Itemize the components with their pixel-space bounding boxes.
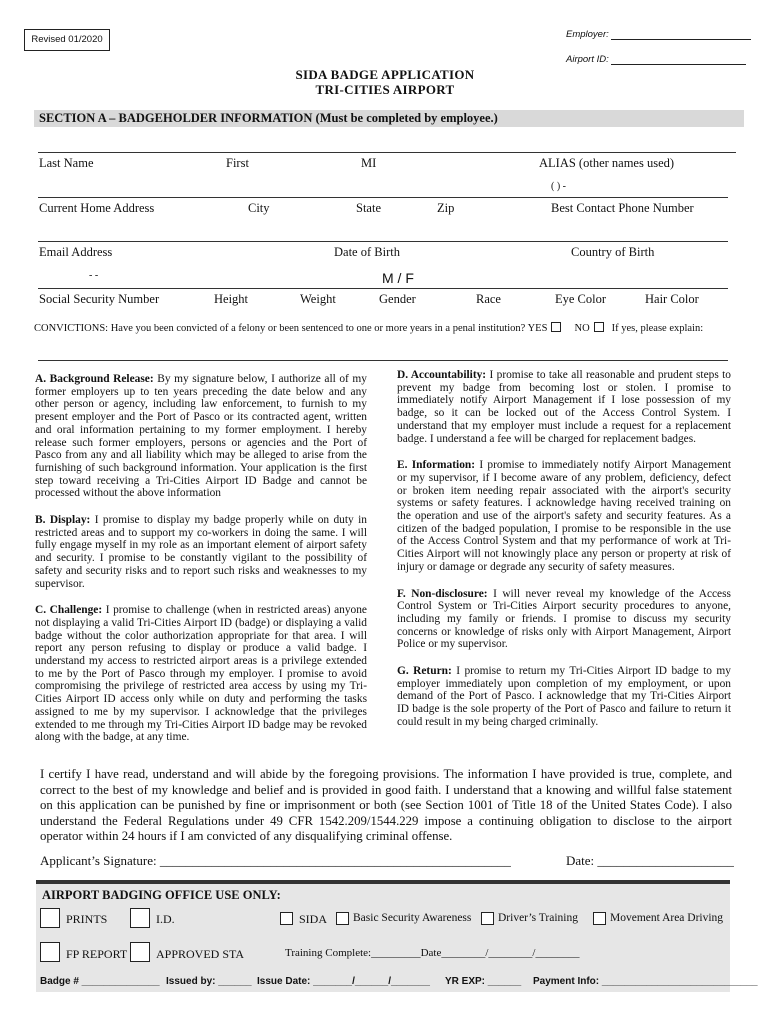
provision-f-heading: F. Non-disclosure: <box>397 587 488 600</box>
employer-label: Employer: <box>566 29 609 40</box>
office-use-title: AIRPORT BADGING OFFICE USE ONLY: <box>42 888 281 902</box>
provision-d-heading: D. Accountability: <box>397 369 487 381</box>
explanation-line[interactable] <box>38 360 728 361</box>
eye-color-label: Eye Color <box>555 292 607 306</box>
address-label: Current Home Address <box>39 201 155 215</box>
convictions-text: Have you been convicted of a felony or been sentenced to one or more years in a penal institution? <box>110 323 526 334</box>
training-complete-field[interactable]: Training Complete:_________Date________/________/________ <box>285 947 580 959</box>
convictions-question <box>34 322 703 334</box>
provision-g <box>397 665 731 729</box>
provision-c-text: I promise to challenge (when in restricted areas) anyone not displaying a valid Tri-Cities Airport ID (badge) or displaying a valid badge without the color authorization appropriate for that area. I will report any person refusing to display or produce a valid badge. I understand my access to restricted airport areas is a privilege extended to me by the Port of Pasco through my employer. I promise to avoid compromising the privilege of restricted area access by using my Tri-Cities Airport ID access only while on duty and performing the tasks assigned to me by my supervisor. I acknowledge that the privileges extended to me through my Tri-Cities Airport ID badge may be revoked along with the badge, at any time. <box>35 604 367 744</box>
approved-sta-label: APPROVED STA <box>156 947 245 961</box>
prints-checkbox[interactable] <box>40 908 60 928</box>
approved-sta-checkbox[interactable] <box>130 942 150 962</box>
alias-label: ALIAS (other names used) <box>539 156 675 170</box>
provision-a <box>35 373 367 500</box>
first-name-label: First <box>226 156 249 170</box>
sida-checkbox[interactable] <box>280 912 293 925</box>
sida-label: SIDA <box>299 912 328 926</box>
email-label: Email Address <box>39 245 113 259</box>
id-checkbox[interactable] <box>130 908 150 928</box>
zip-label: Zip <box>437 201 455 215</box>
convictions-explain-label: If yes, please explain: <box>611 323 704 334</box>
provision-d <box>397 369 731 445</box>
section-a-title: SECTION A – BADGEHOLDER INFORMATION (Must be completed by employee.) <box>34 110 744 127</box>
issued-by-field[interactable]: Issued by: ______ <box>166 976 252 987</box>
height-label: Height <box>214 292 249 306</box>
convictions-prefix: CONVICTIONS: <box>34 323 109 334</box>
employer-field[interactable] <box>566 29 751 40</box>
gender-label: Gender <box>379 292 416 306</box>
last-name-line[interactable] <box>38 152 736 153</box>
badge-number-field[interactable]: Badge # ______________ <box>40 976 160 987</box>
convictions-yes-checkbox[interactable] <box>551 322 561 332</box>
signature-date-field[interactable]: Date: _____________________ <box>566 853 734 868</box>
convictions-yes-label: YES <box>527 323 548 334</box>
basic-security-checkbox[interactable] <box>336 912 349 925</box>
movement-area-label: Movement Area Driving <box>610 912 724 924</box>
applicant-signature-field[interactable]: Applicant’s Signature: ______________________________________________________ <box>40 853 511 868</box>
gender-options: M / F <box>382 270 414 286</box>
provisions-left-column <box>35 373 367 758</box>
city-label: City <box>248 201 270 215</box>
ssn-mask: - - <box>89 270 99 281</box>
ssn-label: Social Security Number <box>39 292 160 306</box>
drivers-training-label: Driver’s Training <box>498 912 578 924</box>
provision-f <box>397 588 731 652</box>
provision-e-text: I promise to immediately notify Airport Management or my supervisor, if I become aware of any problem, deficiency, defect or broken item needing repair associated with the airport's security systems or safety features. I acknowledge having received training on the operation and use of the airport's safety and security features. As a citizen of the badged population, I promise to be responsible in the use of the Access Control System and that my performance of work at Tri-Cities Airport will not knowingly place any person or property at risk of injury or damage or degrade any security of safety measures. <box>397 459 731 573</box>
prints-label: PRINTS <box>66 912 108 926</box>
provision-a-text: By my signature below, I authorize all of my former employers up to ten years preceding the date below and any other person or agency, including law enforcement, to furnish to my present employer and the Port of Pasco or its contracted agent, written and oral information pertaining to my former employment. I hereby release such former employers, persons or agencies and the Port of Pasco from any and all liability which may be alleged to arise from the furnishing of such background information. Your application is the first step toward receiving a Tri-Cities Airport ID Badge and cannot be processed without the above information <box>35 373 367 500</box>
provision-a-heading: A. Background Release: <box>35 373 154 385</box>
phone-label: Best Contact Phone Number <box>551 201 694 215</box>
office-use-panel <box>36 880 758 992</box>
form-title: SIDA BADGE APPLICATION <box>295 67 475 82</box>
hair-color-label: Hair Color <box>645 292 699 306</box>
provision-c-heading: C. Challenge: <box>35 604 103 617</box>
movement-area-checkbox[interactable] <box>593 912 606 925</box>
provision-b-text: I promise to display my badge properly while on duty in restricted areas and to support my co-workers in doing the same. I will fully engage myself in my role as an important element of airport safety and security. I promise to be constantly vigilant to the possibility of safety and security risks and to report such risks and weaknesses to my supervisor. <box>35 514 367 590</box>
dob-label: Date of Birth <box>334 245 400 259</box>
provision-b <box>35 514 367 590</box>
form-subtitle: TRI-CITIES AIRPORT <box>315 82 455 97</box>
weight-label: Weight <box>300 292 336 306</box>
provision-d-text: I promise to take all reasonable and prudent steps to prevent my badge from becoming lost or stolen. I promise to immediately notify Airport Management if I lose possession of my badge, so it can be locked out of the Access Control System. I understand that my employer must include a request for a replacement badge. I understand a fee will be charged for replacement badges. <box>397 369 731 445</box>
phone-mask: ( ) - <box>551 181 566 192</box>
provision-f-text: I will never reveal my knowledge of the Access Control System or Tri-Cities Airport security procedures to anyone, including my family or friends. I promise to discuss my security concerns or knowledge of risks only with Airport Management, Airport Police or my supervisor. <box>397 587 731 651</box>
convictions-no-checkbox[interactable] <box>594 322 604 332</box>
yr-exp-field[interactable]: YR EXP: ______ <box>445 976 522 987</box>
fp-report-label: FP REPORT <box>66 947 128 961</box>
provision-c <box>35 604 367 744</box>
provision-b-heading: B. Display: <box>35 514 91 527</box>
convictions-no-label: NO <box>574 323 590 334</box>
fp-report-checkbox[interactable] <box>40 942 60 962</box>
provision-g-text: I promise to return my Tri-Cities Airport ID badge to my employer immediately upon completion of my employment, or upon demand of the Port of Pasco. I acknowledge that my Tri-Cities Airport ID badge is the sole property of the Port of Pasco and failure to return it could result in my being charged criminally. <box>397 665 731 728</box>
airport-id-label: Airport ID: <box>566 54 609 65</box>
provisions-right-column <box>397 369 731 743</box>
payment-info-field[interactable]: Payment Info: ____________________________ <box>533 976 758 987</box>
provision-g-heading: G. Return: <box>397 665 452 678</box>
basic-security-label: Basic Security Awareness <box>353 912 472 924</box>
email-line[interactable] <box>38 241 728 242</box>
drivers-training-checkbox[interactable] <box>481 912 494 925</box>
last-name-label: Last Name <box>39 156 94 170</box>
mi-label: MI <box>361 156 377 170</box>
race-label: Race <box>476 292 501 306</box>
airport-id-field[interactable] <box>566 54 746 65</box>
issue-date-field[interactable]: Issue Date: _______/______/_______ <box>257 976 430 987</box>
country-label: Country of Birth <box>571 245 655 259</box>
provision-e <box>397 459 731 573</box>
certification-statement: I certify I have read, understand and will abide by the foregoing provisions. The information I have provided is true, complete, and correct to the best of my knowledge and belief and is provided in good faith. I understand that a knowing and willful false statement on this application can be punished by fine or imprisonment or both (see Section 1001 of Title 18 of the United States Code). I also understand the Federal Regulations under 49 CFR 1542.209/1544.229 impose a continuing obligation to disclose to the airport operator within 24 hours if I am convicted of any disqualifying criminal offense. <box>40 767 732 843</box>
address-line[interactable] <box>38 197 728 198</box>
id-label: I.D. <box>156 912 175 926</box>
state-label: State <box>356 201 381 215</box>
ssn-line[interactable] <box>38 288 728 289</box>
revised-date: Revised 01/2020 <box>24 29 110 51</box>
provision-e-heading: E. Information: <box>397 459 476 472</box>
